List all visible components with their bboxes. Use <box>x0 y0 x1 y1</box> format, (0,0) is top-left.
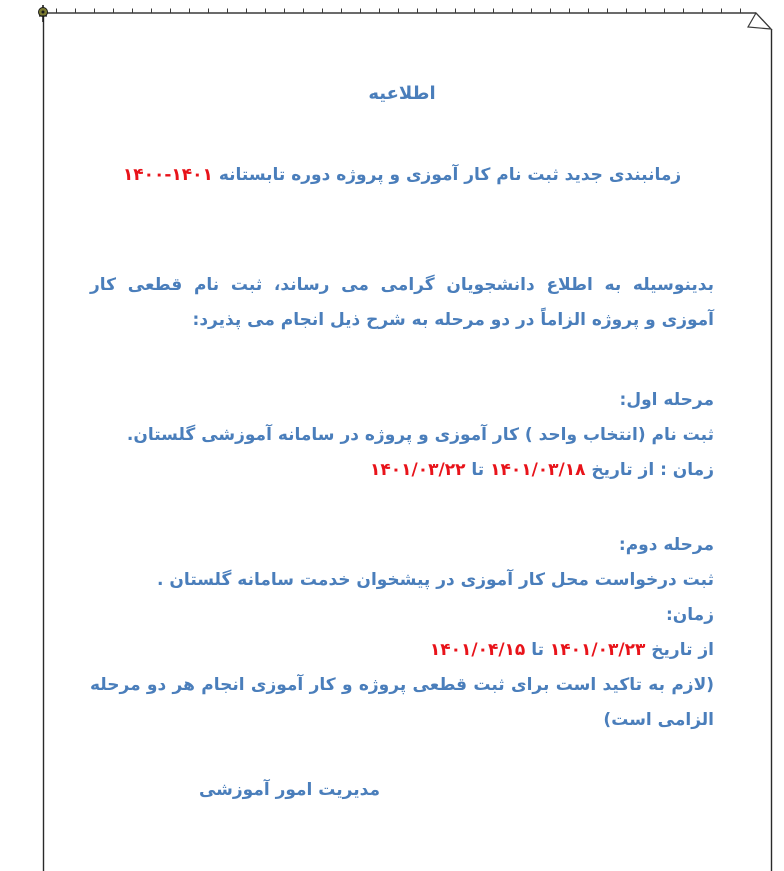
signature: مدیریت امور آموزشی <box>198 780 380 800</box>
stage1-heading: مرحله اول: <box>619 390 714 410</box>
stage2-time-prefix: از تاریخ <box>645 640 714 660</box>
stage2-date-from: ۱۴۰۱/۰۳/۲۳ <box>549 640 646 660</box>
stage1-body: ثبت نام (انتخاب واحد ) کار آموزی و پروژه در سامانه آموزشی گلستان. <box>126 425 714 445</box>
stage2-body: ثبت درخواست محل کار آموزی در پیشخوان خدمت سامانه گلستان . <box>157 570 714 590</box>
stage2-schedule <box>90 633 714 668</box>
pin-icon <box>39 5 48 22</box>
intro-paragraph: بدینوسیله به اطلاع دانشجویان گرامی می رساند، ثبت نام قطعی کار آموزی و پروژه الزاماً در دو مرحله به شرح ذیل انجام می پذیرد: <box>90 275 714 330</box>
stage1-date-from: ۱۴۰۱/۰۳/۱۸ <box>490 460 586 480</box>
stage2-time-label: زمان: <box>665 605 714 625</box>
stage1-date-to: ۱۴۰۱/۰۳/۲۲ <box>370 460 466 480</box>
stage1-time-prefix: زمان : از تاریخ <box>585 460 714 480</box>
subtitle-years: ۱۴۰۰-۱۴۰۱ <box>122 165 213 185</box>
folded-corner-icon <box>748 13 771 29</box>
stage1-to-word: تا <box>465 460 491 480</box>
stage2-heading: مرحله دوم: <box>618 535 714 555</box>
subtitle-text: زمانبندی جدید ثبت نام کار آموزی و پروژه دوره تابستانه <box>218 165 682 185</box>
announcement-page <box>90 0 714 871</box>
announcement-subtitle <box>90 158 714 193</box>
stage2-to-word: تا <box>525 640 550 660</box>
stage1-schedule <box>90 453 714 488</box>
announcement-title: اطلاعیه <box>368 83 436 104</box>
final-note: (لازم به تاکید است برای ثبت قطعی پروژه و کار آموزی انجام هر دو مرحله الزامی است) <box>90 675 714 730</box>
stage2-date-to: ۱۴۰۱/۰۴/۱۵ <box>429 640 526 660</box>
